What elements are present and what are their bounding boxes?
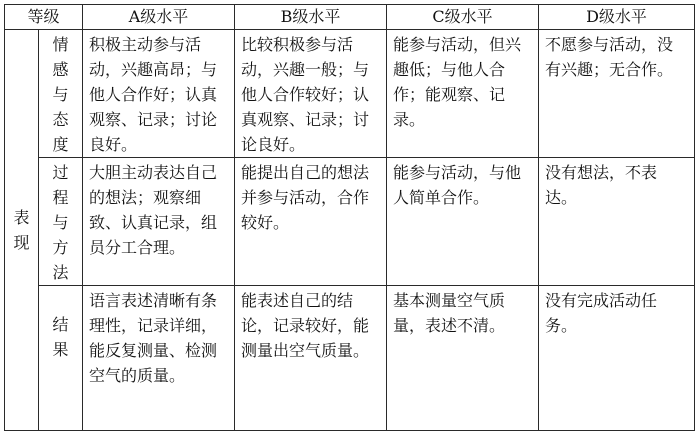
header-grade: 等级 xyxy=(5,5,83,30)
dimension-label: 情感与态度 xyxy=(52,35,69,154)
cell-level-c: 能参与活动，与他人简单合作。 xyxy=(387,158,539,286)
header-level-b: B级水平 xyxy=(235,5,387,30)
cell-level-d: 不愿参与活动，没有兴趣；无合作。 xyxy=(539,30,695,158)
cell-level-a: 积极主动参与活动，兴趣高昂；与他人合作好；认真观察、记录；讨论良好。 xyxy=(83,30,235,158)
header-level-a: A级水平 xyxy=(83,5,235,30)
dimension-cell xyxy=(39,158,83,286)
header-level-d: D级水平 xyxy=(539,5,695,30)
header-row xyxy=(5,5,695,30)
dimension-label: 过程与方法 xyxy=(52,163,69,282)
table-row xyxy=(5,30,695,158)
header-level-c: C级水平 xyxy=(387,5,539,30)
grading-table xyxy=(4,4,695,431)
cell-level-a: 大胆主动表达自己的想法；观察细致、认真记录，组员分工合理。 xyxy=(83,158,235,286)
category-label: 表现 xyxy=(13,208,30,252)
cell-level-a: 语言表述清晰有条理性，记录详细，能反复测量、检测空气的质量。 xyxy=(83,286,235,431)
category-cell xyxy=(5,30,39,431)
dimension-label: 结果 xyxy=(52,315,69,359)
dimension-cell xyxy=(39,286,83,431)
dimension-cell xyxy=(39,30,83,158)
cell-level-d: 没有完成活动任务。 xyxy=(539,286,695,431)
cell-level-c: 基本测量空气质量，表述不清。 xyxy=(387,286,539,431)
cell-level-d: 没有想法，不表达。 xyxy=(539,158,695,286)
cell-level-c: 能参与活动，但兴趣低；与他人合作；能观察、记录。 xyxy=(387,30,539,158)
cell-level-b: 能表述自己的结论，记录较好，能测量出空气质量。 xyxy=(235,286,387,431)
cell-level-b: 比较积极参与活动，兴趣一般；与他人合作较好；认真观察、记录；讨论良好。 xyxy=(235,30,387,158)
table-row xyxy=(5,158,695,286)
cell-level-b: 能提出自己的想法并参与活动，合作较好。 xyxy=(235,158,387,286)
table-row xyxy=(5,286,695,431)
